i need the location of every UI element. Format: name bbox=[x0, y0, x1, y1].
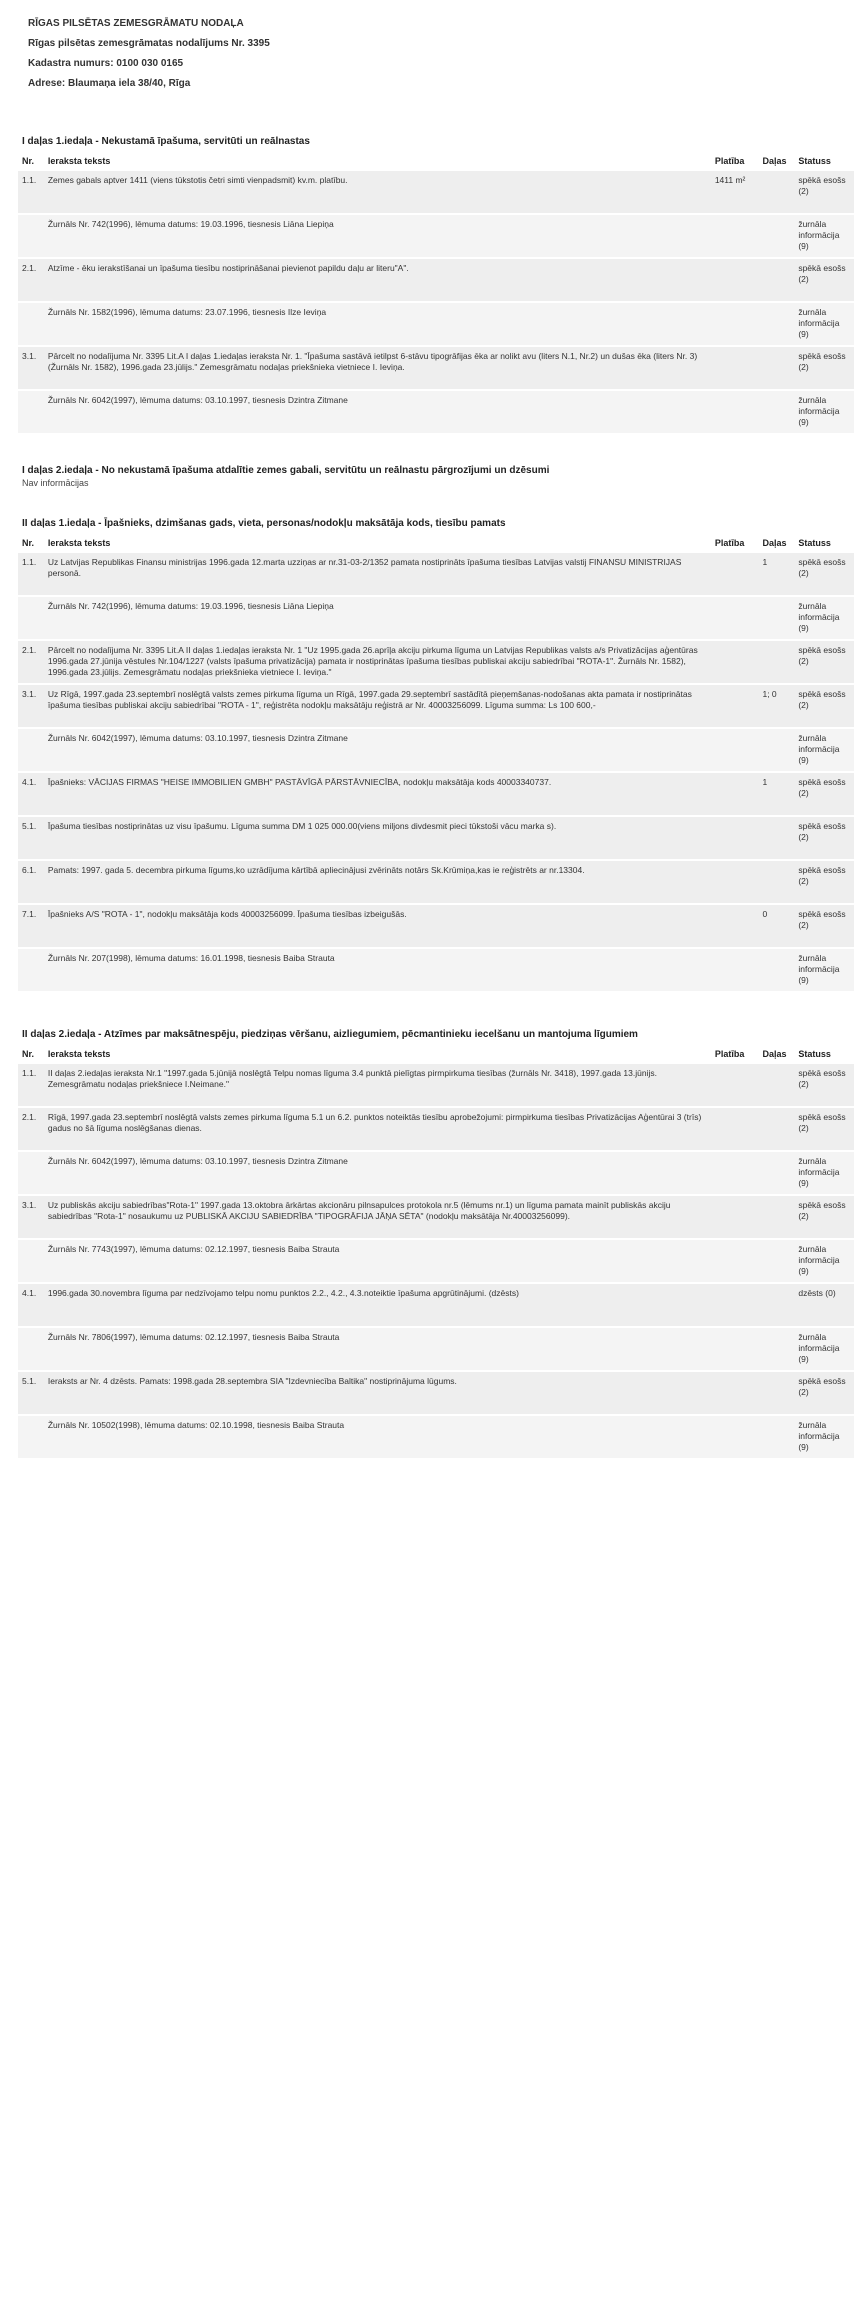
col-nr: Nr. bbox=[22, 1049, 35, 1059]
header-section-number: Rīgas pilsētas zemesgrāmatas nodalījums Nr. 3395 bbox=[28, 38, 270, 49]
header-office: RĪGAS PILSĒTAS ZEMESGRĀMATU NODAĻA bbox=[28, 18, 244, 29]
col-text: Ieraksta teksts bbox=[47, 156, 111, 166]
col-nr: Nr. bbox=[22, 538, 35, 548]
table-row: 5.1. Ieraksts ar Nr. 4 dzēsts. Pamats: 1998.gada 28.septembra SIA "Izdevniecība Baltika" nostiprinājuma lūgums. spēkā esošs (2) bbox=[18, 1372, 854, 1414]
section-title: I daļas 2.iedaļa - No nekustamā īpašuma atdalītie zemes gabali, servitūtu un reālnastu pārgrozījumi un dzēsumi bbox=[22, 465, 550, 476]
table-row: Žurnāls Nr. 7806(1997), lēmuma datums: 02.12.1997, tiesnesis Baiba Strauta žurnāla informācija (9) bbox=[18, 1328, 854, 1370]
table-row: 3.1. Pārcelt no nodalījuma Nr. 3395 Lit.A I daļas 1.iedaļas ieraksta Nr. 1. "Īpašuma sastāvā ietilpst 6-stāvu tipogrāfijas ēka ar nolikt avu (liters N.1, Nr.2) un dušas ēka (liters Nr. 3) (Žurnāls Nr. 1582), 1996.gada 23.jūlijs." Zemesgrāmatu nodaļas priekšnieka vietniece I. Ieviņa. spēkā esošs (2) bbox=[18, 347, 854, 389]
table-row: 2.1. Atzīme - ēku ierakstīšanai un īpašuma tiesību nostiprināšanai pievienot papildu daļu ar literu"A". spēkā esošs (2) bbox=[18, 259, 854, 301]
table-row: 4.1. 1996.gada 30.novembra līguma par nedzīvojamo telpu nomu punktos 2.2., 4.2., 4.3.noteiktie īpašuma apgrūtinājumi. (dzēsts) dzēsts (0) bbox=[18, 1284, 854, 1326]
no-information-note: Nav informācijas bbox=[22, 478, 89, 488]
section-title: II daļas 1.iedaļa - Īpašnieks, dzimšanas gads, vieta, personas/nodokļu maksātāja kods, tiesību pamats bbox=[22, 518, 506, 529]
header-cadastre: Kadastra numurs: 0100 030 0165 bbox=[28, 58, 184, 69]
table-row: 4.1. Īpašnieks: VĀCIJAS FIRMAS "HEISE IMMOBILIEN GMBH" PASTĀVĪGĀ PĀRSTĀVNIECĪBA, nodokļu maksātāja kods 40003340737. 1 spēkā esošs (2) bbox=[18, 773, 854, 815]
col-parts: Daļas bbox=[762, 538, 787, 548]
table-row: Žurnāls Nr. 6042(1997), lēmuma datums: 03.10.1997, tiesnesis Dzintra Zitmane žurnāla informācija (9) bbox=[18, 1152, 854, 1194]
section-2-1 bbox=[0, 518, 855, 993]
table-row: 1.1. Uz Latvijas Republikas Finansu ministrijas 1996.gada 12.marta uzziņas ar nr.31-03-2/1352 pamata nostiprināts īpašuma tiesības Latvijas valstij FINANSU MINISTRIJAS personā. 1 spēkā esošs (2) bbox=[18, 553, 854, 595]
section-1-2 bbox=[0, 465, 855, 488]
section-2-2 bbox=[0, 1029, 855, 1460]
table-row: 5.1. Īpašuma tiesības nostiprinātas uz visu īpašumu. Līguma summa DM 1 025 000.00(viens miljons divdesmit pieci tūkstoši vācu marka s). spēkā esošs (2) bbox=[18, 817, 854, 859]
entries-table bbox=[18, 533, 854, 993]
table-row: Žurnāls Nr. 6042(1997), lēmuma datums: 03.10.1997, tiesnesis Dzintra Zitmane žurnāla informācija (9) bbox=[18, 729, 854, 771]
entries-table bbox=[18, 1044, 854, 1460]
section-title: I daļas 1.iedaļa - Nekustamā īpašuma, servitūti un reālnastas bbox=[22, 136, 310, 147]
header-address: Adrese: Blaumaņa iela 38/40, Rīga bbox=[28, 78, 191, 89]
col-text: Ieraksta teksts bbox=[47, 1049, 111, 1059]
table-row: 2.1. Rīgā, 1997.gada 23.septembrī noslēgtā valsts zemes pirkuma līguma 5.1 un 6.2. punktos noteiktās tiesību aprobežojumi: pirmpirkuma tiesības Privatizācijas Aģentūrai 3 (trīs) gadus no šā līguma noslēgšanas dienas. spēkā esošs (2) bbox=[18, 1108, 854, 1150]
section-1-1 bbox=[0, 136, 855, 435]
col-parts: Daļas bbox=[762, 1049, 787, 1059]
table-row: 1.1. II daļas 2.iedaļas ieraksta Nr.1 "1997.gada 5.jūnijā noslēgtā Telpu nomas līguma 3.4 punktā pielīgtas pirmpirkuma tiesības (žurnāls Nr. 3418), 1997.gada 13.jūnijs. Zemesgrāmatu nodaļas priekšniece I.Neimane." spēkā esošs (2) bbox=[18, 1064, 854, 1106]
table-row: Žurnāls Nr. 742(1996), lēmuma datums: 19.03.1996, tiesnesis Liāna Liepiņa žurnāla informācija (9) bbox=[18, 215, 854, 257]
col-area: Platība bbox=[714, 156, 745, 166]
table-row: 3.1. Uz Rīgā, 1997.gada 23.septembrī noslēgtā valsts zemes pirkuma līguma un Rīgā, 1997.gada 29.septembrī sastādītā pieņemšanas-nodošanas akta pamata ir nostiprinātas īpašuma tiesības publiskai akciju sabiedrībai "ROTA - 1", reģistrēta nodokļu maksātāju reģistrā ar Nr. 40003256099. Līguma summa: Ls 100 600,- 1; 0 spēkā esošs (2) bbox=[18, 685, 854, 727]
table-row: 3.1. Uz publiskās akciju sabiedrības"Rota-1" 1997.gada 13.oktobra ārkārtas akcionāru pilnsapulces protokola nr.5 (lēmums nr.1) un līguma pamata mainīt publiskās akciju sabiedrības "Rota-1" nosaukumu uz PUBLISKĀ AKCIJU SABIEDRĪBA "TIPOGRĀFIJA JĀŅA SĒTA" (nodokļu maksātāja Nr.40003256099). spēkā esošs (2) bbox=[18, 1196, 854, 1238]
table-row: 7.1. Īpašnieks A/S "ROTA - 1", nodokļu maksātāja kods 40003256099. Īpašuma tiesības izbeigušās. 0 spēkā esošs (2) bbox=[18, 905, 854, 947]
table-row: Žurnāls Nr. 1582(1996), lēmuma datums: 23.07.1996, tiesnesis Ilze Ieviņa žurnāla informācija (9) bbox=[18, 303, 854, 345]
col-status: Statuss bbox=[798, 1049, 831, 1059]
table-row: 2.1. Pārcelt no nodalījuma Nr. 3395 Lit.A II daļas 1.iedaļas ieraksta Nr. 1 "Uz 1995.gada 26.aprīļa akciju pirkuma līguma un Latvijas Republikas valsts a/s Privatizācijas aģentūras 1996.gada 27.jūnija vēstules Nr.104/1227 (valsts īpašuma privatizācija) pamata ir nostiprinātas īpašuma tiesības publiskai akciju sabiedrībai "ROTA-1". Žurnāls Nr. 1582), 1996.gada 23.jūlijs. Zemesgrāmatu nodaļas priekšnieka vietniece I. Ieviņa." spēkā esošs (2) bbox=[18, 641, 854, 683]
col-area: Platība bbox=[714, 1049, 745, 1059]
col-status: Statuss bbox=[798, 538, 831, 548]
table-row: Žurnāls Nr. 10502(1998), lēmuma datums: 02.10.1998, tiesnesis Baiba Strauta žurnāla informācija (9) bbox=[18, 1416, 854, 1458]
table-row: Žurnāls Nr. 207(1998), lēmuma datums: 16.01.1998, tiesnesis Baiba Strauta žurnāla informācija (9) bbox=[18, 949, 854, 991]
col-status: Statuss bbox=[798, 156, 831, 166]
table-row: 1.1. Zemes gabals aptver 1411 (viens tūkstotis četri simti vienpadsmit) kv.m. platību. 1411 m² spēkā esošs (2) bbox=[18, 171, 854, 213]
table-row: Žurnāls Nr. 6042(1997), lēmuma datums: 03.10.1997, tiesnesis Dzintra Zitmane žurnāla informācija (9) bbox=[18, 391, 854, 433]
entries-table bbox=[18, 151, 854, 435]
section-title: II daļas 2.iedaļa - Atzīmes par maksātnespēju, piedziņas vēršanu, aizliegumiem, pēcmantinieku iecelšanu un mantojuma līgumiem bbox=[22, 1029, 638, 1040]
document-header bbox=[0, 0, 855, 94]
col-nr: Nr. bbox=[22, 156, 35, 166]
table-row: Žurnāls Nr. 7743(1997), lēmuma datums: 02.12.1997, tiesnesis Baiba Strauta žurnāla informācija (9) bbox=[18, 1240, 854, 1282]
col-area: Platība bbox=[714, 538, 745, 548]
table-row: 6.1. Pamats: 1997. gada 5. decembra pirkuma līgums,ko uzrādījuma kārtībā apliecinājusi zvērināts notārs Sk.Krūmiņa,kas ie reģistrēts ar nr.13304. spēkā esošs (2) bbox=[18, 861, 854, 903]
col-parts: Daļas bbox=[762, 156, 787, 166]
table-row: Žurnāls Nr. 742(1996), lēmuma datums: 19.03.1996, tiesnesis Liāna Liepiņa žurnāla informācija (9) bbox=[18, 597, 854, 639]
col-text: Ieraksta teksts bbox=[47, 538, 111, 548]
